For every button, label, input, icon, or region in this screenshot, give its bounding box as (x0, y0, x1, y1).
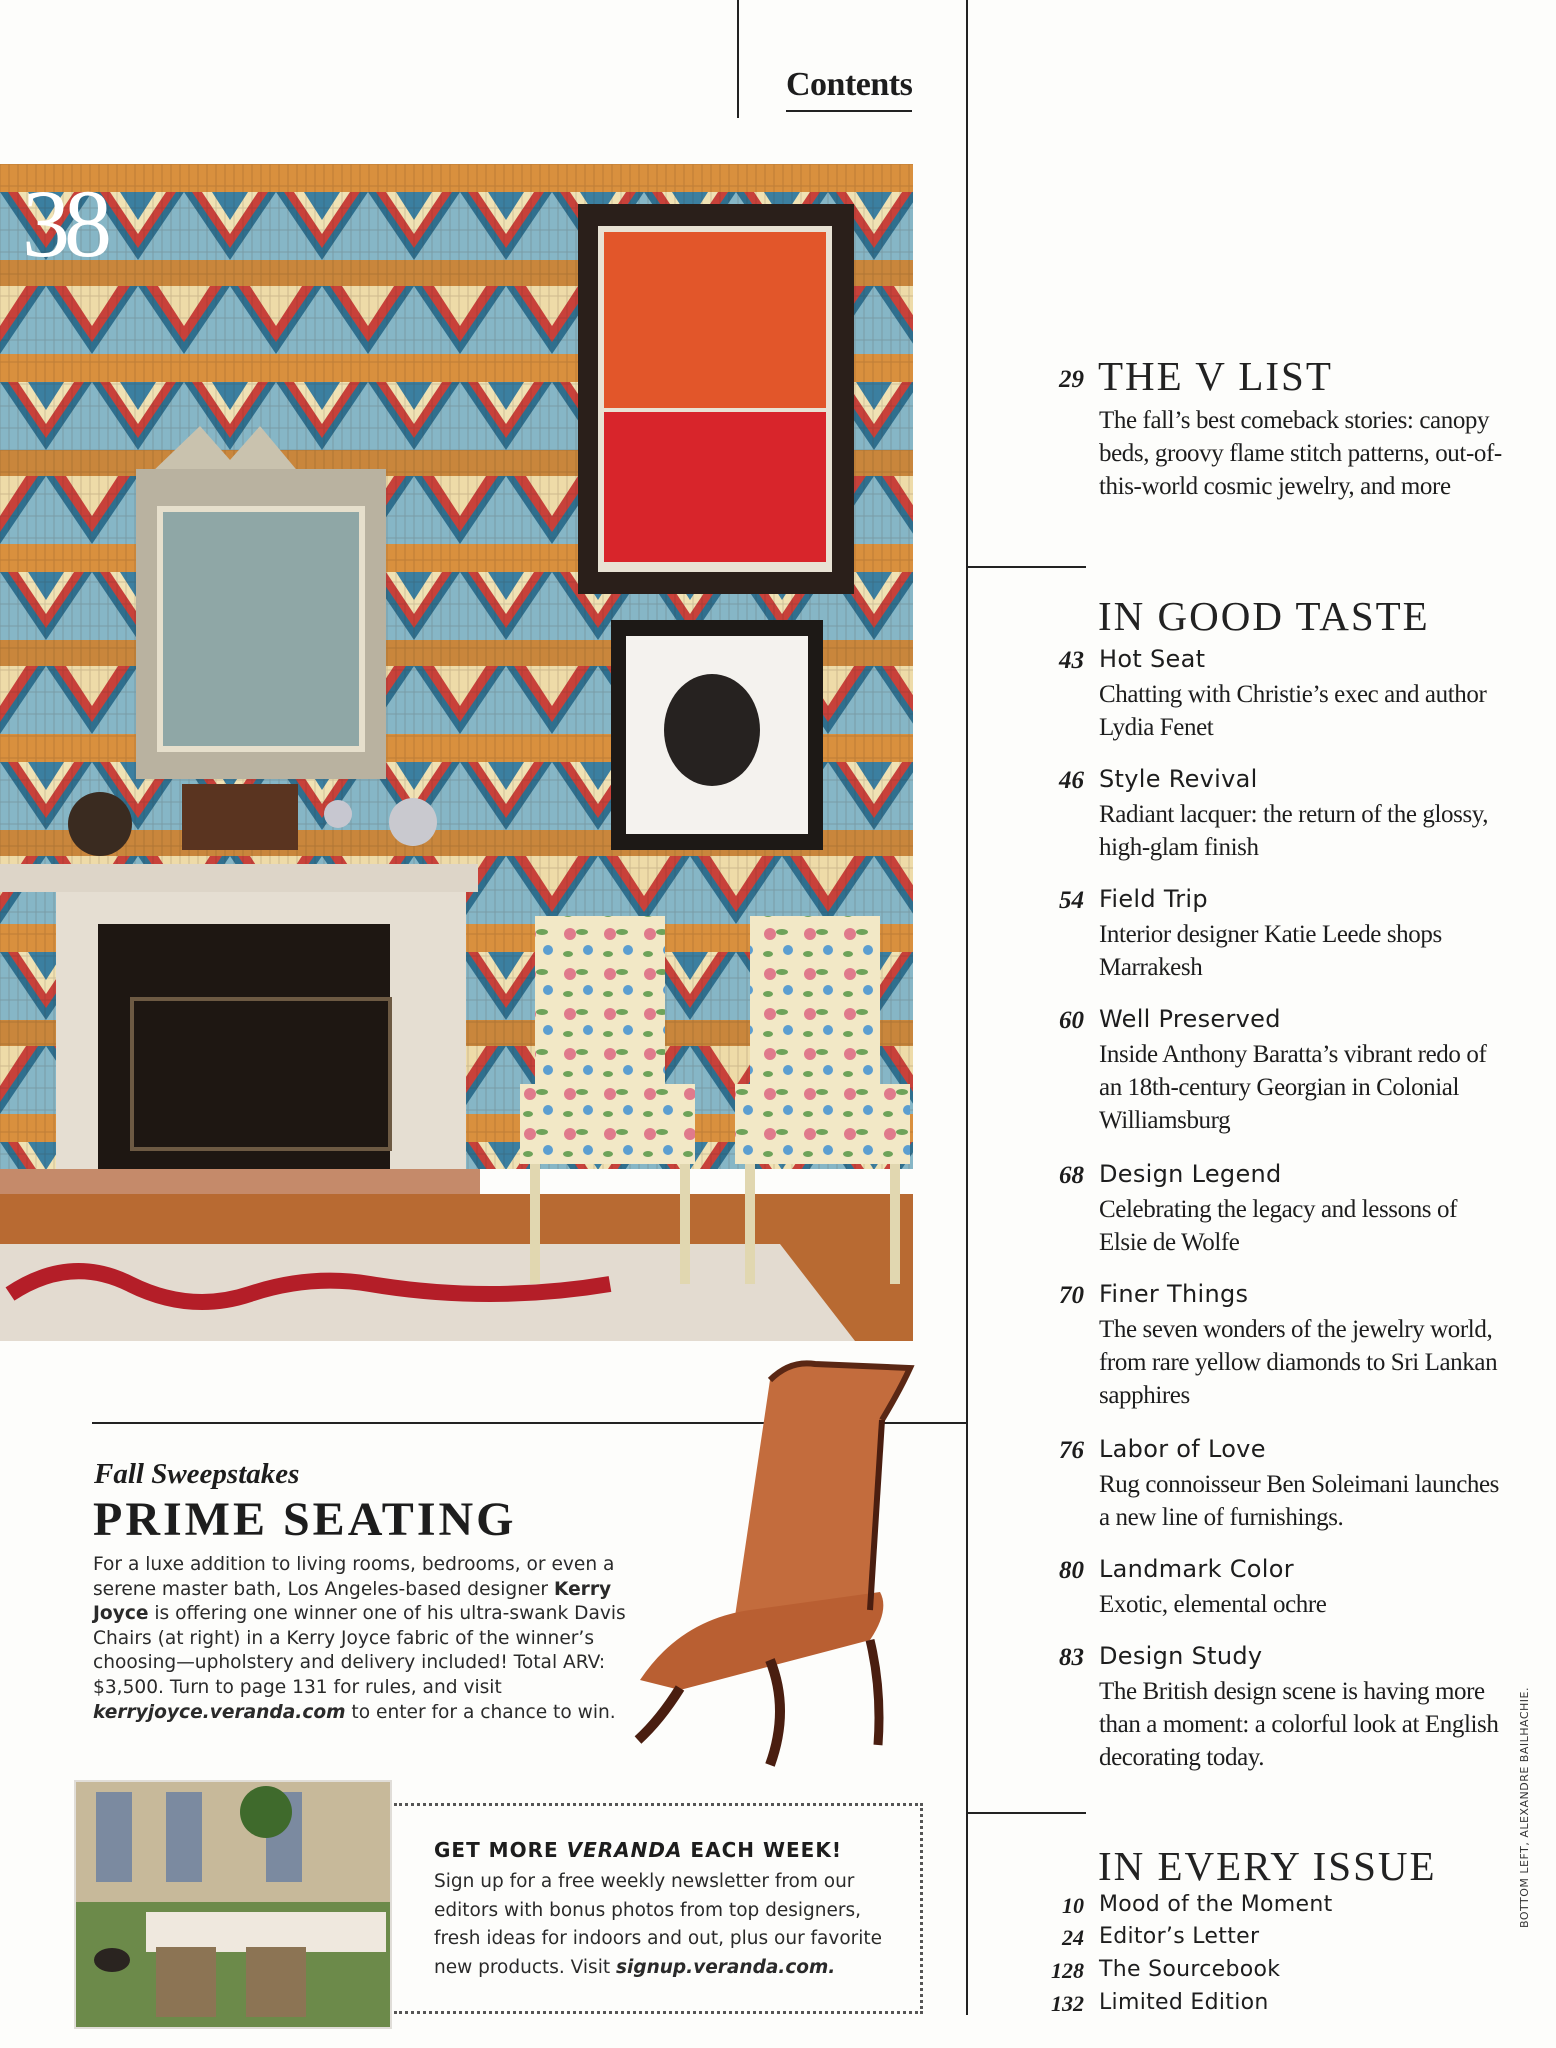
page-ref: 70 (1059, 1282, 1084, 1309)
davis-chair-image (620, 1360, 915, 1780)
body-part: to enter for a chance to win. (345, 1701, 616, 1723)
body-part: Sign up for a free weekly newsletter from our editors with bonus photos from top designers, fresh ideas for indoors and out, plus our favorite new products. Visit (434, 1871, 883, 1978)
sweepstakes-link[interactable]: kerryjoyce.veranda.com (93, 1701, 346, 1723)
toc-title: Design Legend (1099, 1160, 1282, 1188)
toc-desc: Inside Anthony Baratta’s vibrant redo of an 18th-century Georgian in Colonial Williamsburg (1099, 1041, 1487, 1134)
page-ref: 60 (1059, 1007, 1084, 1034)
garden-dining-image (74, 1780, 392, 2029)
section-title-in-good-taste: IN GOOD TASTE (1098, 593, 1430, 639)
toc-title: Design Study (1099, 1642, 1263, 1670)
toc-title: Labor of Love (1099, 1435, 1266, 1463)
page-number: 38 (22, 170, 106, 277)
brand-name: VERANDA (566, 1838, 683, 1862)
page-ref: 83 (1059, 1644, 1084, 1671)
toc-desc: Radiant lacquer: the return of the glossy, high-glam finish (1099, 801, 1489, 861)
toc-desc: Exotic, elemental ochre (1099, 1591, 1327, 1618)
newsletter-body (434, 1868, 904, 1982)
toc-title: Field Trip (1099, 885, 1208, 913)
toc-title: Mood of the Moment (1099, 1892, 1333, 1917)
sweepstakes-headline: PRIME SEATING (93, 1493, 517, 1546)
toc-desc: The British design scene is having more than a moment: a colorful look at English decorating today. (1099, 1678, 1499, 1771)
toc-desc: Rug connoisseur Ben Soleimani launches a new line of furnishings. (1099, 1471, 1500, 1531)
page-ref: 10 (1062, 1893, 1084, 1918)
toc-title: Landmark Color (1099, 1555, 1294, 1583)
toc-title: Finer Things (1099, 1280, 1249, 1308)
page-ref: 132 (1051, 1991, 1084, 2016)
page-ref: 43 (1059, 647, 1084, 674)
toc-desc: Chatting with Christie’s exec and author Lydia Fenet (1099, 681, 1487, 741)
newsletter-link[interactable]: signup.veranda.com. (615, 1956, 836, 1978)
toc-title: Style Revival (1099, 765, 1258, 793)
toc-desc: Celebrating the legacy and lessons of Elsie de Wolfe (1099, 1196, 1458, 1256)
toc-desc: The fall’s best comeback stories: canopy beds, groovy flame stitch patterns, out-of-this-world cosmic jewelry, and more (1099, 407, 1502, 500)
toc-title: Well Preserved (1099, 1005, 1281, 1033)
toc-title: Hot Seat (1099, 645, 1206, 673)
toc-desc: Interior designer Katie Leede shops Marrakesh (1099, 921, 1442, 981)
newsletter-headline (434, 1838, 842, 1862)
body-part: is offering one winner one of his ultra-swank Davis Chairs (at right) in a Kerry Joyce fabric of the winner’s choosing—upholstery and delivery included! Total ARV: $3,500. Turn to page 131 for rules, and visit (93, 1603, 626, 1698)
sweepstakes-kicker: Fall Sweepstakes (94, 1458, 300, 1490)
page-title: Contents (786, 66, 912, 112)
photo-credit: BOTTOM LEFT, ALEXANDRE BAILHACHIE. (1518, 1687, 1531, 1928)
page-ref: 80 (1059, 1557, 1084, 1584)
page-ref: 128 (1051, 1958, 1084, 1983)
top-divider (737, 0, 739, 118)
column-divider (966, 0, 968, 2015)
designer-name: Kerry Joyce (93, 1578, 612, 1625)
toc-title: Editor’s Letter (1099, 1924, 1260, 1949)
page-ref: 76 (1059, 1437, 1084, 1464)
section-divider (966, 1812, 1086, 1814)
page-ref: 29 (1059, 366, 1084, 393)
head-part: GET MORE (434, 1838, 567, 1862)
page-ref: 68 (1059, 1162, 1084, 1189)
section-divider (966, 566, 1086, 568)
toc-title: The Sourcebook (1099, 1957, 1281, 1982)
page-ref: 46 (1059, 767, 1084, 794)
page-ref: 24 (1062, 1925, 1084, 1950)
body-part: For a luxe addition to living rooms, bedrooms, or even a serene master bath, Los Angeles-based designer (93, 1554, 615, 1600)
section-title-v-list: THE V LIST (1098, 353, 1333, 399)
toc-desc: The seven wonders of the jewelry world, from rare yellow diamonds to Sri Lankan sapphires (1099, 1316, 1498, 1409)
section-title-in-every-issue: IN EVERY ISSUE (1098, 1843, 1437, 1889)
toc-title: Limited Edition (1099, 1990, 1269, 2015)
sweepstakes-body (93, 1553, 633, 1725)
head-part: EACH WEEK! (682, 1838, 842, 1862)
room-photo (0, 164, 913, 1341)
page-ref: 54 (1059, 887, 1084, 914)
